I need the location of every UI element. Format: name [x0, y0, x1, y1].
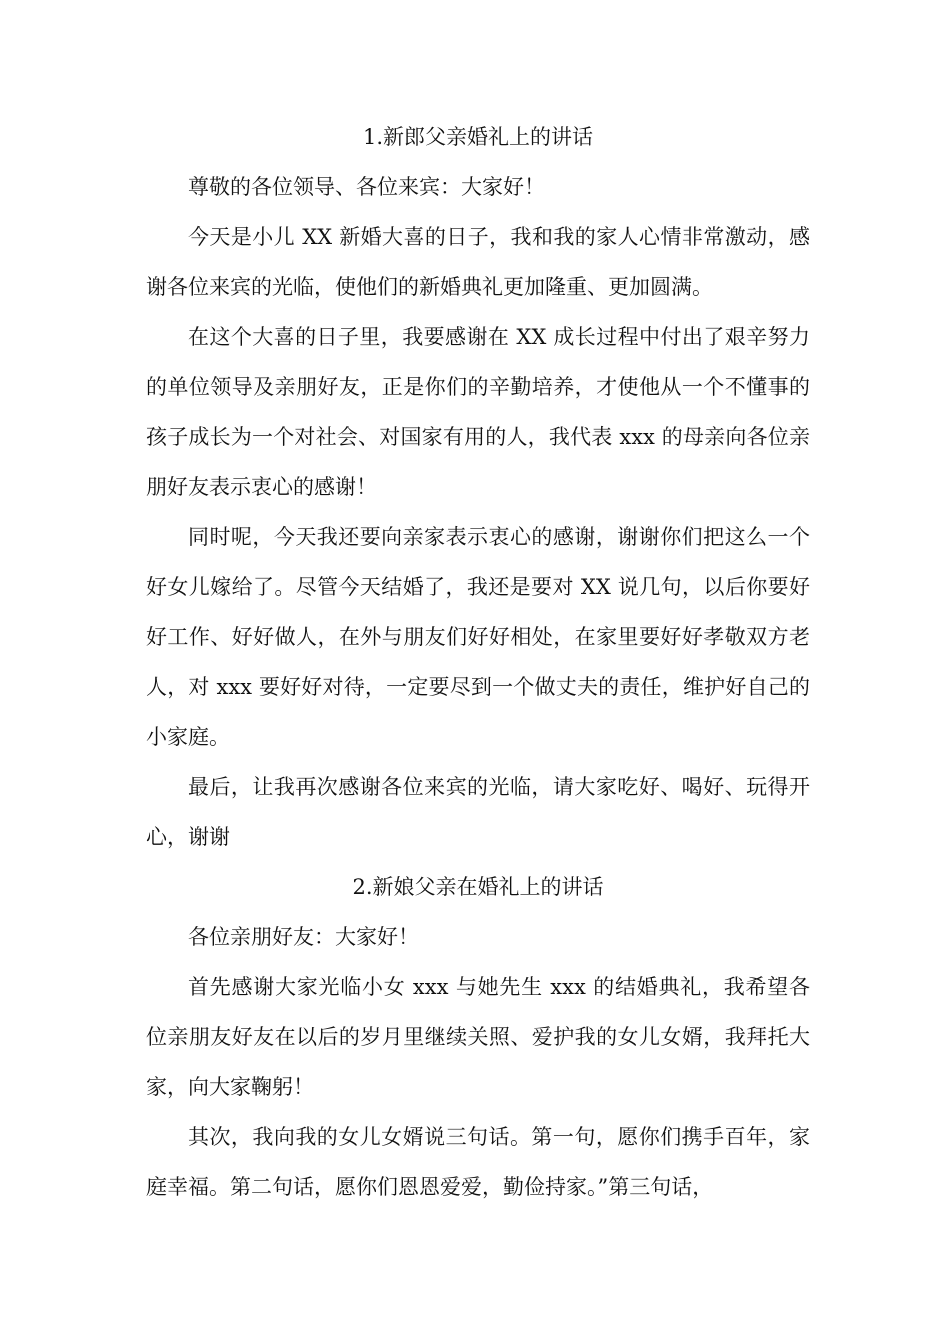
paragraph: 首先感谢大家光临小女 xxx 与她先生 xxx 的结婚典礼，我希望各位亲朋友好友在以后的岁月里继续关照、爱护我的女儿女婿，我拜托大家，向大家鞠躬！: [146, 975, 810, 1099]
paragraph: 今天是小儿 XX 新婚大喜的日子，我和我的家人心情非常激动，感谢各位来宾的光临，使他们的新婚典礼更加隆重、更加圆满。: [146, 225, 810, 299]
document-body: [146, 112, 810, 1212]
paragraph: 最后，让我再次感谢各位来宾的光临，请大家吃好、喝好、玩得开心，谢谢: [146, 775, 810, 849]
paragraph-greeting-2: 各位亲朋好友：大家好！: [188, 925, 419, 949]
paragraph-greeting-1: 尊敬的各位领导、各位来宾：大家好！: [188, 175, 545, 199]
section-title-2: 2.新娘父亲在婚礼上的讲话: [352, 875, 604, 899]
paragraph: 同时呢，今天我还要向亲家表示衷心的感谢，谢谢你们把这么一个好女儿嫁给了。尽管今天结婚了，我还是要对 XX 说几句，以后你要好好工作、好好做人，在外与朋友们好好相处，在家里要好好孝敬双方老人，对 xxx 要好好对待，一定要尽到一个做丈夫的责任，维护好自己的小家庭。: [146, 525, 810, 749]
section-title-1: 1.新郎父亲婚礼上的讲话: [362, 125, 594, 149]
paragraph: 在这个大喜的日子里，我要感谢在 XX 成长过程中付出了艰辛努力的单位领导及亲朋好友，正是你们的辛勤培养，才使他从一个不懂事的孩子成长为一个对社会、对国家有用的人，我代表 xxx 的母亲向各位亲朋好友表示衷心的感谢！: [146, 325, 810, 499]
paragraph: 其次，我向我的女儿女婿说三句话。第一句，愿你们携手百年，家庭幸福。第二句话，愿你们恩恩爱爱，勤俭持家。”第三句话，: [146, 1125, 810, 1199]
